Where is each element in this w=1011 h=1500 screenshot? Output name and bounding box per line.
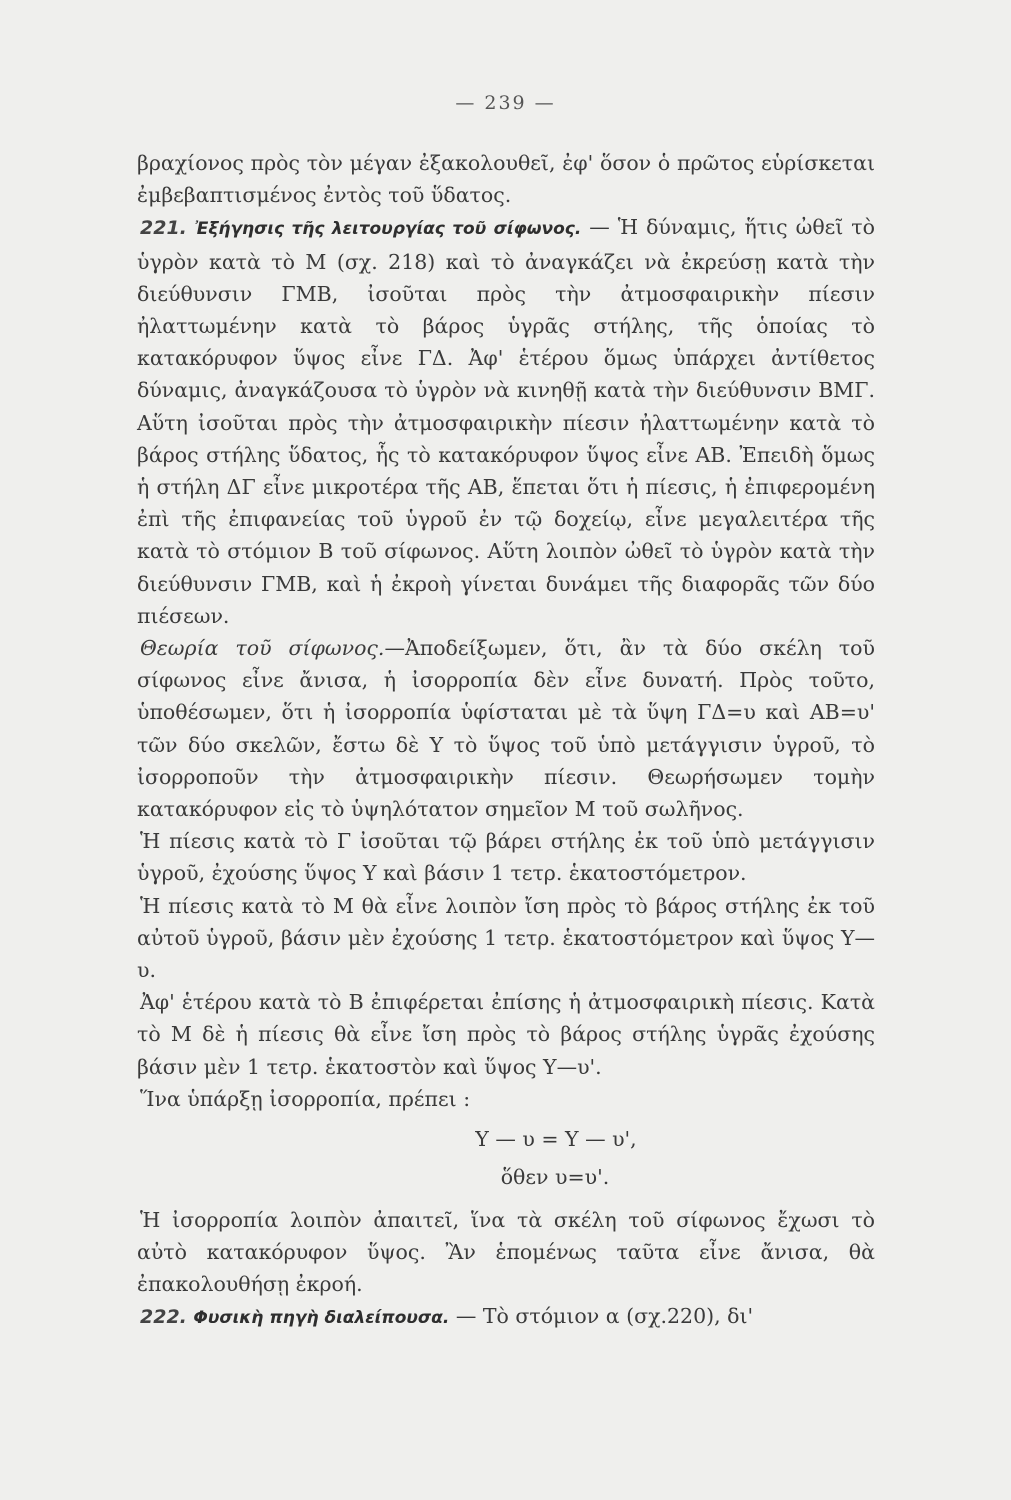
equation-2: ὅθεν υ=υ'. — [500, 1165, 610, 1190]
theory-title: Θεωρία τοῦ σίφωνος. — [140, 636, 385, 661]
paragraph-conclusion: Ἡ ἰσορροπία λοιπὸν ἀπαιτεῖ, ἵνα τὰ σκέλη τοῦ σίφωνος ἔχωσι τὸ αὐτὸ κατακόρυφον ὕψος. Ἂν ἑπομένως ταῦτα εἶνε ἄνισα, θὰ ἐπακολουθήσῃ ἐκροή. — [137, 1207, 875, 1296]
page-number: — 239 — — [455, 92, 556, 114]
paragraph-continuation: βραχίονος πρὸς τὸν μέγαν ἐξακολουθεῖ, ἐφ' ὅσον ὁ πρῶτος εὑρίσκεται ἐμβεβαπτισμένος ἐντὸς τοῦ ὕδατος. — [137, 151, 875, 208]
section-title: Φυσικὴ πηγὴ διαλείπουσα. — [193, 1308, 450, 1329]
section-title: Ἐξήγησις τῆς λειτουργίας τοῦ σίφωνος. — [194, 219, 582, 240]
equation-1: Υ — υ = Υ — υ', — [475, 1127, 637, 1152]
section-text: — Τὸ στόμιον α (σχ.220), δι' — [455, 1304, 754, 1329]
body-text — [137, 147, 875, 1334]
theory-paragraph — [137, 632, 875, 825]
section-number: 221. — [140, 217, 187, 240]
paragraph-pressure-g: Ἡ πίεσις κατὰ τὸ Γ ἰσοῦται τῷ βάρει στήλης ἐκ τοῦ ὑπὸ μετάγγισιν ὑγροῦ, ἐχούσης ὕψος Υ καὶ βάσιν 1 τετρ. ἑκατοστόμετρον. — [137, 829, 875, 886]
paragraph-pressure-b: Ἀφ' ἑτέρου κατὰ τὸ Β ἐπιφέρεται ἐπίσης ἡ ἀτμοσφαιρικὴ πίεσις. Κατὰ τὸ Μ δὲ ἡ πίεσις θὰ εἶνε ἴση πρὸς τὸ βάρος στήλης ὑγρᾶς ἐχούσης βάσιν μὲν 1 τετρ. ἑκατοστὸν καὶ ὕψος Υ—υ'. — [137, 990, 875, 1079]
section-221 — [137, 211, 875, 632]
section-222 — [137, 1300, 875, 1334]
section-text: — Ἡ δύναμις, ἥτις ὠθεῖ τὸ ὑγρὸν κατὰ τὸ Μ (σχ. 218) καὶ τὸ ἀναγκάζει νὰ ἐκρεύσῃ κατὰ τὴν διεύθυνσιν ΓΜΒ, ἰσοῦται πρὸς τὴν ἀτμοσφαιρικὴν πίεσιν ἠλαττωμένην κατὰ τὸ βάρος ὑγρᾶς στήλης, τῆς ὁποίας τὸ κατακόρυφον ὕψος εἶνε ΓΔ. Ἀφ' ἑτέρου ὅμως ὑπάρχει ἀντίθετος δύναμις, ἀναγκάζουσα τὸ ὑγρὸν νὰ κινηθῇ κατὰ τὴν διεύθυνσιν ΒΜΓ. Αὕτη ἰσοῦται πρὸς τὴν ἀτμοσφαιρικὴν πίεσιν ἠλαττωμένην κατὰ τὸ βάρος στήλης ὕδατος, ἧς τὸ κατακόρυφον ὕψος εἶνε ΑΒ. Ἐπειδὴ ὅμως ἡ στήλη ΔΓ εἶνε μικροτέρα τῆς ΑΒ, ἕπεται ὅτι ἡ πίεσις, ἡ ἐπιφερομένη ἐπὶ τῆς ἐπιφανείας τοῦ ὑγροῦ ἐν τῷ δοχείῳ, εἶνε μεγαλειτέρα τῆς κατὰ τὸ στόμιον Β τοῦ σίφωνος. Αὕτη λοιπὸν ὠθεῖ τὸ ὑγρὸν κατὰ τὴν διεύθυνσιν ΓΜΒ, καὶ ἡ ἐκροὴ γίνεται δυνάμει τῆς διαφορᾶς τῶν δύο πιέσεων. — [137, 215, 875, 628]
theory-text: —Ἀποδείξωμεν, ὅτι, ἂν τὰ δύο σκέλη τοῦ σίφωνος εἶνε ἄνισα, ἡ ἰσορροπία δὲν εἶνε δυνατή. Πρὸς τοῦτο, ὑποθέσωμεν, ὅτι ἡ ἰσορροπία ὑφίσταται μὲ τὰ ὕψη ΓΔ=υ καὶ ΑΒ=υ' τῶν δύο σκελῶν, ἔστω δὲ Υ τὸ ὕψος τοῦ ὑπὸ μετάγγισιν ὑγροῦ, τὸ ἰσορροποῦν τὴν ἀτμοσφαιρικὴν πίεσιν. Θεωρήσωμεν τομὴν κατακόρυφον εἰς τὸ ὑψηλότατον σημεῖον Μ τοῦ σωλῆνος. — [137, 636, 875, 822]
paragraph-pressure-m: Ἡ πίεσις κατὰ τὸ Μ θὰ εἶνε λοιπὸν ἴση πρὸς τὸ βάρος στήλης ἐκ τοῦ αὐτοῦ ὑγροῦ, βάσιν μὲν ἐχούσης 1 τετρ. ἑκατοστόμετρον καὶ ὕψος Υ—υ. — [137, 893, 875, 983]
section-number: 222. — [140, 1306, 187, 1329]
paragraph-equilibrium-intro: Ἵνα ὑπάρξῃ ἰσορροπία, πρέπει : — [140, 1086, 471, 1111]
